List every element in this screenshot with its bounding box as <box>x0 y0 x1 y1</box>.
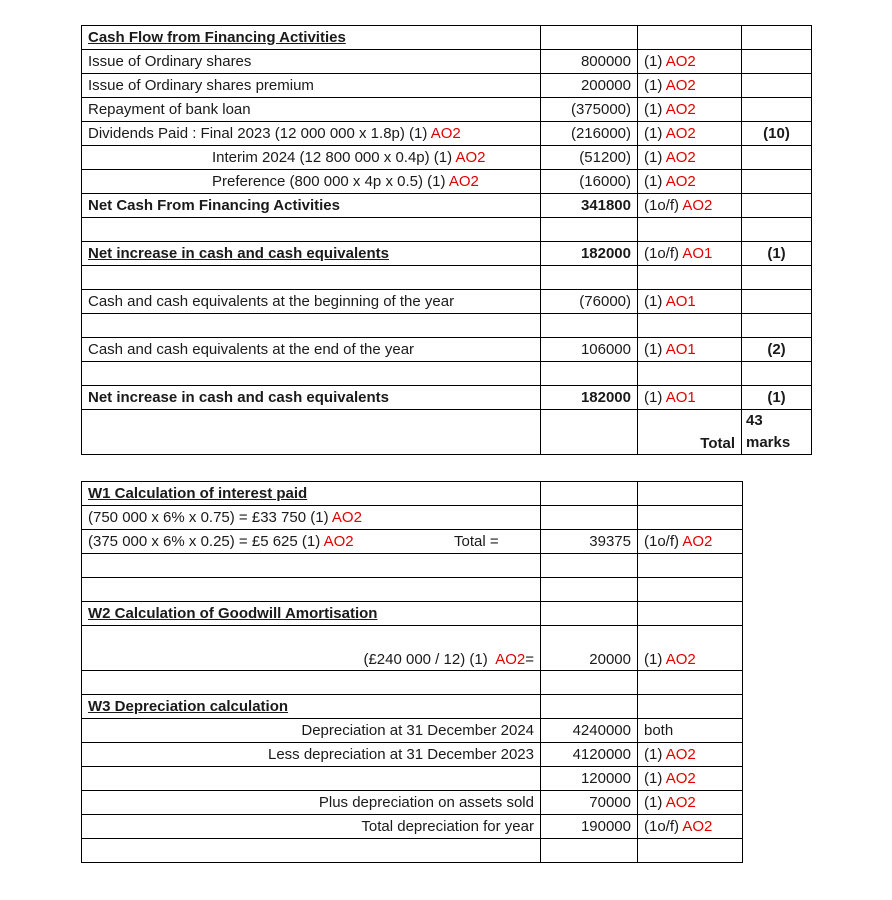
w2-heading: W2 Calculation of Goodwill Amortisation <box>82 602 541 626</box>
table-row <box>82 26 812 50</box>
amount: (16000) <box>541 170 638 194</box>
mark: (1) AO2 <box>638 74 742 98</box>
amount: 120000 <box>541 767 638 791</box>
row-label: Repayment of bank loan <box>82 98 541 122</box>
row-label: Dividends Paid : Final 2023 (12 000 000 x 1.8p) (1) AO2 <box>82 122 541 146</box>
row-label: Total depreciation for year <box>82 815 541 839</box>
amount: (51200) <box>541 146 638 170</box>
financing-table <box>81 25 812 455</box>
table-row <box>82 98 812 122</box>
amount: (216000) <box>541 122 638 146</box>
table-row <box>82 170 812 194</box>
total-row: Total 43 marks <box>82 410 812 455</box>
section-total <box>742 74 812 98</box>
table-row <box>82 791 743 815</box>
mark: both <box>638 719 743 743</box>
amount: 4120000 <box>541 743 638 767</box>
mark: (1) AO2 <box>638 743 743 767</box>
amount: 70000 <box>541 791 638 815</box>
table-row <box>82 122 812 146</box>
mark: (1) AO2 <box>638 50 742 74</box>
section-total <box>742 170 812 194</box>
mark: (1) AO2 <box>638 98 742 122</box>
row-label: Plus depreciation on assets sold <box>82 791 541 815</box>
table-row <box>82 719 743 743</box>
w1-heading: W1 Calculation of interest paid <box>82 482 541 506</box>
mark: (1) AO2 <box>638 170 742 194</box>
amount: (375000) <box>541 98 638 122</box>
workings-table: W1 Calculation of interest paid (750 000 x 6% x 0.75) = £33 750 (1) AO2 (375 000 x 6% x 0.25) = £5 625 (1) AO2 Total = 39375 (1o/f) AO2 W2 Calculation of Goodwill Amortisation (£240 000 / 12) (1) AO2= 20000 (1) AO2 W3 Depreciation calculation Depreciation at 31 December 2024 4240000 both Less depreciation at 31 December 2023 4120000 (1) AO2 120000 (1) AO2 Plus depreciation on assets sold 70000 (1) AO2 Total depreciation for year 190000 (1o/f) AO2 <box>81 481 743 863</box>
amount: 800000 <box>541 50 638 74</box>
mark: (1) AO2 <box>638 791 743 815</box>
row-label: Interim 2024 (12 800 000 x 0.4p) (1) AO2 <box>82 146 541 170</box>
table-row: Net Cash From Financing Activities 341800 (1o/f) AO2 <box>82 194 812 218</box>
table-row: Net increase in cash and cash equivalents 182000 (1o/f) AO1 (1) <box>82 242 812 266</box>
section-heading: Cash Flow from Financing Activities <box>82 26 541 50</box>
table-row <box>82 815 743 839</box>
row-label: Depreciation at 31 December 2024 <box>82 719 541 743</box>
amount: 4240000 <box>541 719 638 743</box>
row-label: Less depreciation at 31 December 2023 <box>82 743 541 767</box>
section-total: (10) <box>742 122 812 146</box>
w3-heading: W3 Depreciation calculation <box>82 695 541 719</box>
section-total <box>742 146 812 170</box>
section-total <box>742 98 812 122</box>
table-row <box>82 767 743 791</box>
table-row <box>82 743 743 767</box>
mark: (1) AO2 <box>638 767 743 791</box>
table-row <box>82 146 812 170</box>
table-row <box>82 50 812 74</box>
section-total <box>742 50 812 74</box>
row-label: Issue of Ordinary shares premium <box>82 74 541 98</box>
mark: (1) AO2 <box>638 146 742 170</box>
table-row <box>82 74 812 98</box>
table-row: Cash and cash equivalents at the beginning of the year (76000) (1) AO1 <box>82 290 812 314</box>
amount: 190000 <box>541 815 638 839</box>
table-row: Cash and cash equivalents at the end of the year 106000 (1) AO1 (2) <box>82 338 812 362</box>
row-label <box>82 767 541 791</box>
mark: (1o/f) AO2 <box>638 815 743 839</box>
row-label: Preference (800 000 x 4p x 0.5) (1) AO2 <box>82 170 541 194</box>
table-row: Net increase in cash and cash equivalents 182000 (1) AO1 (1) <box>82 386 812 410</box>
mark: (1) AO2 <box>638 122 742 146</box>
amount: 200000 <box>541 74 638 98</box>
row-label: Issue of Ordinary shares <box>82 50 541 74</box>
